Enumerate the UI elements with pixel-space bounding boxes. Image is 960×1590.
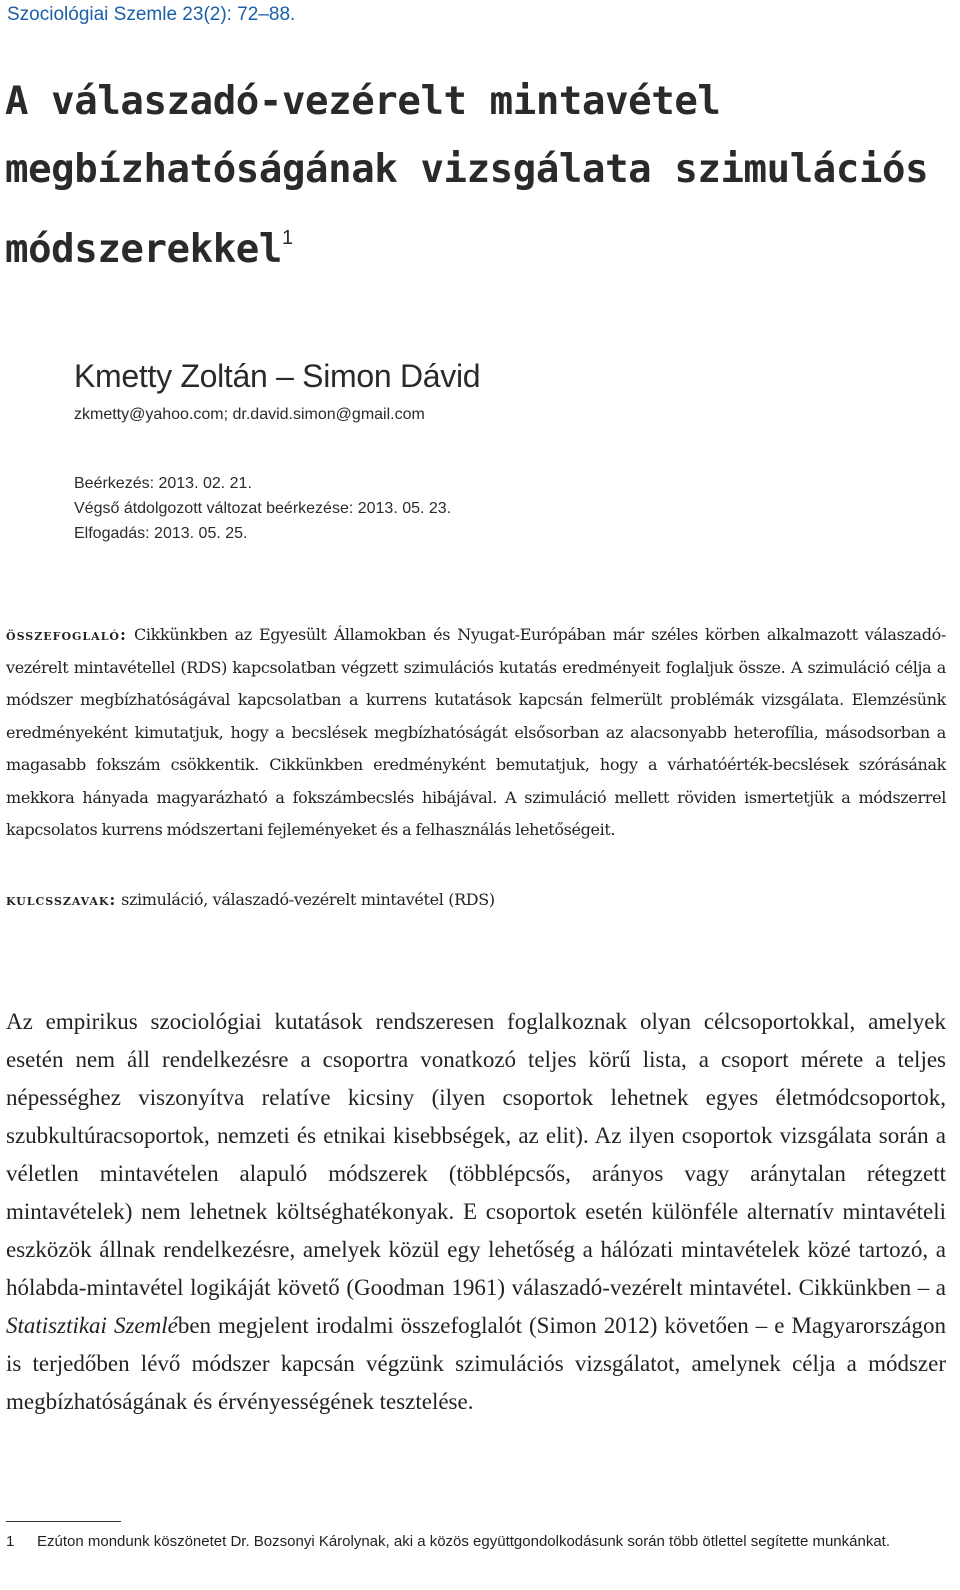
abstract-label: összefoglaló: (6, 625, 127, 644)
title-footnote-mark[interactable]: 1 (281, 227, 293, 249)
keywords (6, 884, 946, 916)
authors: Kmetty Zoltán – Simon Dávid (74, 358, 481, 394)
abstract (6, 619, 946, 847)
footnote (6, 1532, 946, 1552)
abstract-text: Cikkünkben az Egyesült Államokban és Nyugat-Európában már széles körben alkalmazott válaszadó-vezérelt mintavétellel (RDS) kapcsolatban végzett szimulációs kutatás eredményeit foglaljuk össze. A szimuláció célja a módszer megbízhatóságával kapcsolatban a kurrens kutatások kapcsán felmerült problémák vizsgálata. Elemzésünk eredményeként kimutatjuk, hogy a becslések megbízhatóságát elsősorban az alacsonyabb heterofília, másodsorban a magasabb fokszám csökkentik. Cikkünkben eredményként bemutatjuk, hogy a várhatóérték-becslések szórásának mekkora hányada magyarázható a fokszámbecslés hibájával. A szimuláció mellett röviden ismertetjük a módszerrel kapcsolatos kurrens módszertani fejleményeket és a felhasználás lehetőségeit. (6, 625, 946, 839)
accepted-date: Elfogadás: 2013. 05. 25. (74, 525, 248, 542)
received-date: Beérkezés: 2013. 02. 21. (74, 475, 252, 492)
article-title-text: A válaszadó-vezérelt mintavétel megbízhatóságának vizsgálata szimulációs módszerekkel (5, 79, 929, 272)
footnote-number: 1 (6, 1533, 15, 1550)
footnote-text: Ezúton mondunk köszönetet Dr. Bozsonyi Károlynak, aki a közös együttgondolkodásunk során több ötlettel segítette munkánkat. (37, 1533, 891, 1550)
body-text-part1: Az empirikus szociológiai kutatások rendszeresen foglalkoznak olyan célcsoportokkal, amelyek esetén nem áll rendelkezésre a csoportra vonatkozó teljes körű lista, a csoport mérete a teljes népességhez viszonyítva relatíve kicsiny (ilyen csoportok lehetnek egyes életmódcsoportok, szubkultúracsoportok, nemzeti és etnikai kisebbségek, az elit). Az ilyen csoportok vizsgálata során a véletlen mintavételen alapuló módszerek (többlépcsős, arányos vagy aránytalan rétegzett mintavételek) nem lehetnek költséghatékonyak. E csoportok esetén különféle alternatív mintavételi eszközök állnak rendelkezésre, amelyek közül egy lehetőség a hálózati mintavételek közé tartozó, a hólabda-mintavétel logikáját követő (Goodman 1961) válaszadó-vezérelt mintavétel. Cikkünkben – a (6, 1009, 946, 1300)
submission-dates (74, 471, 451, 546)
keywords-text: szimuláció, válaszadó-vezérelt mintavétel (RDS) (121, 890, 495, 909)
article-title (5, 68, 945, 284)
journal-name-italic: Statisztikai Szemlé (6, 1313, 178, 1338)
author-emails: zkmetty@yahoo.com; dr.david.simon@gmail.com (74, 406, 425, 423)
footnote-divider (6, 1521, 121, 1522)
body-paragraph (6, 1003, 946, 1421)
body-text-part2: ben megjelent irodalmi összefoglalót (Simon 2012) követően – e Magyarországon is terjedőben lévő módszer kapcsán végzünk szimulációs vizsgálatot, amelynek célja a módszer megbízhatóságának és érvényességének tesztelése. (6, 1313, 946, 1414)
revised-date: Végső átdolgozott változat beérkezése: 2013. 05. 23. (74, 500, 452, 517)
journal-reference: Szociológiai Szemle 23(2): 72–88. (7, 4, 296, 25)
keywords-label: kulcsszavak: (6, 890, 117, 909)
